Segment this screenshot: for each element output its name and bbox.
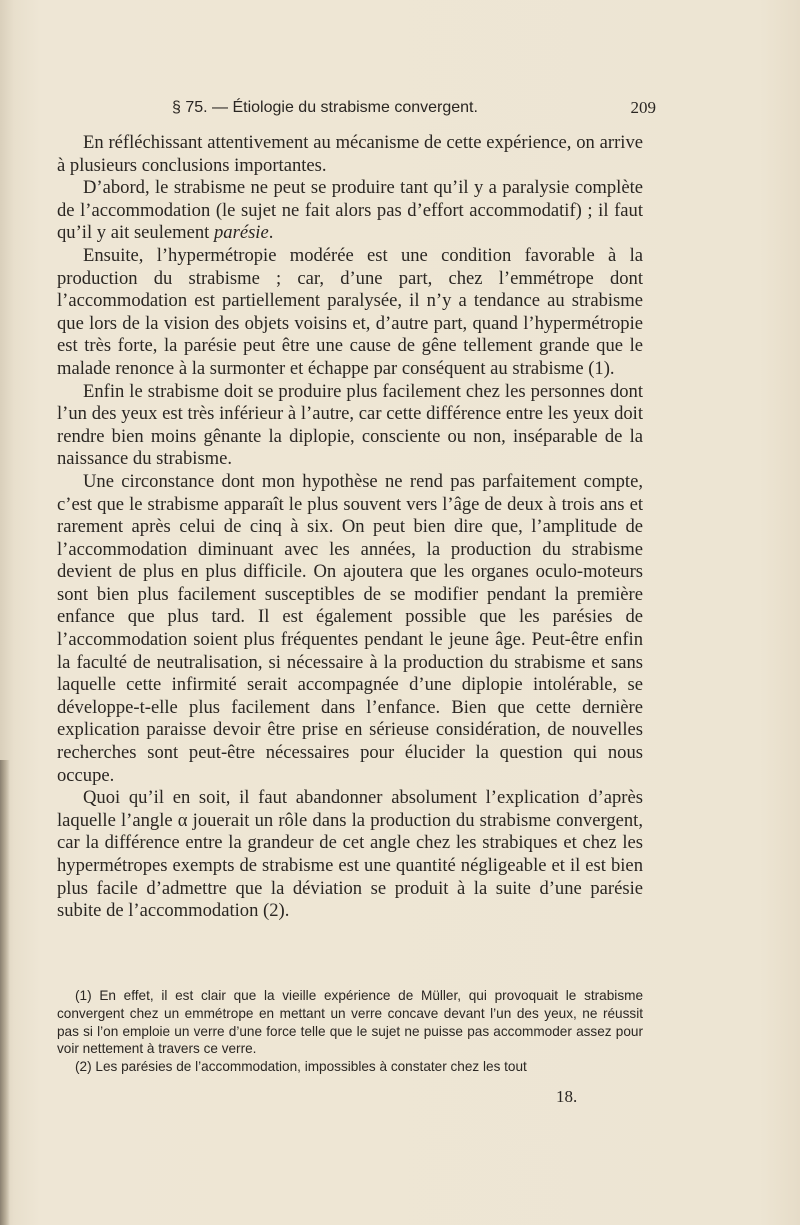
binding-shadow <box>0 760 10 1225</box>
paragraph-text: D’abord, le strabisme ne peut se produire tant qu’il y a paralysie complète de l’accommodation (le sujet ne fait alors pas d’effort accommodatif) ; il faut qu’il y ait seulement <box>57 177 643 244</box>
page-number: 209 <box>630 98 656 117</box>
paragraph: En réfléchissant attentivement au mécanisme de cette expérience, on arrive à plusieurs conclusions importantes. <box>57 132 643 176</box>
running-head-title: § 75. — Étiologie du strabisme convergent. <box>172 99 478 116</box>
paragraph-tail: . <box>268 222 274 244</box>
signature-mark: 18. <box>556 1087 578 1106</box>
paragraph: Ensuite, l’hypermétropie modérée est une condition favorable à la production du strabisme ; car, d’une part, chez l’emmétrope dont l’accommodation est partiellement paralysée, il n’y a tendance au strabisme que lors de la vision des objets voisins et, d’autre part, quand l’hypermétropie est très forte, la parésie peut être une cause de gêne tellement grande que le malade renonce à la surmonter et échappe par conséquent au strabisme (1). <box>57 244 643 379</box>
footnote: (2) Les parésies de l’accommodation, impossibles à constater chez les tout <box>75 1059 527 1075</box>
footnotes <box>57 987 643 1076</box>
paragraph: Enfin le strabisme doit se produire plus facilement chez les personnes dont l’un des yeux est très inférieur à l’autre, car cette différence entre les yeux doit rendre bien moins gênante la diplopie, consciente ou non, inséparable de la naissance du strabisme. <box>57 380 643 470</box>
paragraph: Une circonstance dont mon hypothèse ne rend pas parfaitement compte, c’est que le strabisme apparaît le plus souvent vers l’âge de deux à trois ans et rarement après celui de cinq à six. On peut bien dire que, l’amplitude de l’accommodation diminuant avec les années, la production du strabisme devient de plus en plus difficile. On ajoutera que les organes oculo-moteurs sont bien plus facilement susceptibles de se modifier pendant la première enfance que plus tard. Il est également possible que les parésies de l’accommodation soient plus fréquentes pendant le jeune âge. Peut-être enfin la faculté de neutralisation, si nécessaire à la production du strabisme et sans laquelle cette infirmité serait accompagnée d’une diplopie intolérable, se développe-t-elle plus facilement dans l’enfance. Bien que cette dernière explication paraisse devoir être prise en sérieuse considération, de nouvelles recherches sont peut-être nécessaires pour élucider la question qui nous occupe. <box>57 470 643 786</box>
body-text <box>57 132 643 923</box>
italic-term: parésie <box>213 222 269 244</box>
footnote: (1) En effet, il est clair que la vieille expérience de Müller, qui provoquait le strabisme convergent chez un emmétrope en mettant un verre concave devant l’un des yeux, ne réussit pas si l’on emploie un verre d’une force telle que le sujet ne puisse pas accommoder assez pour voir nettement à travers ce verre. <box>57 988 643 1057</box>
running-head <box>172 96 656 120</box>
paragraph <box>57 177 643 245</box>
paragraph: Quoi qu’il en soit, il faut abandonner absolument l’explication d’après laquelle l’angle α jouerait un rôle dans la production du strabisme convergent, car la différence entre la grandeur de cet angle chez les strabiques et chez les hypermétropes exempts de strabisme est une quantité négligeable et il est bien plus facile d’admettre que la déviation se produit à la suite d’une parésie subite de l’accommodation (2). <box>57 787 643 922</box>
